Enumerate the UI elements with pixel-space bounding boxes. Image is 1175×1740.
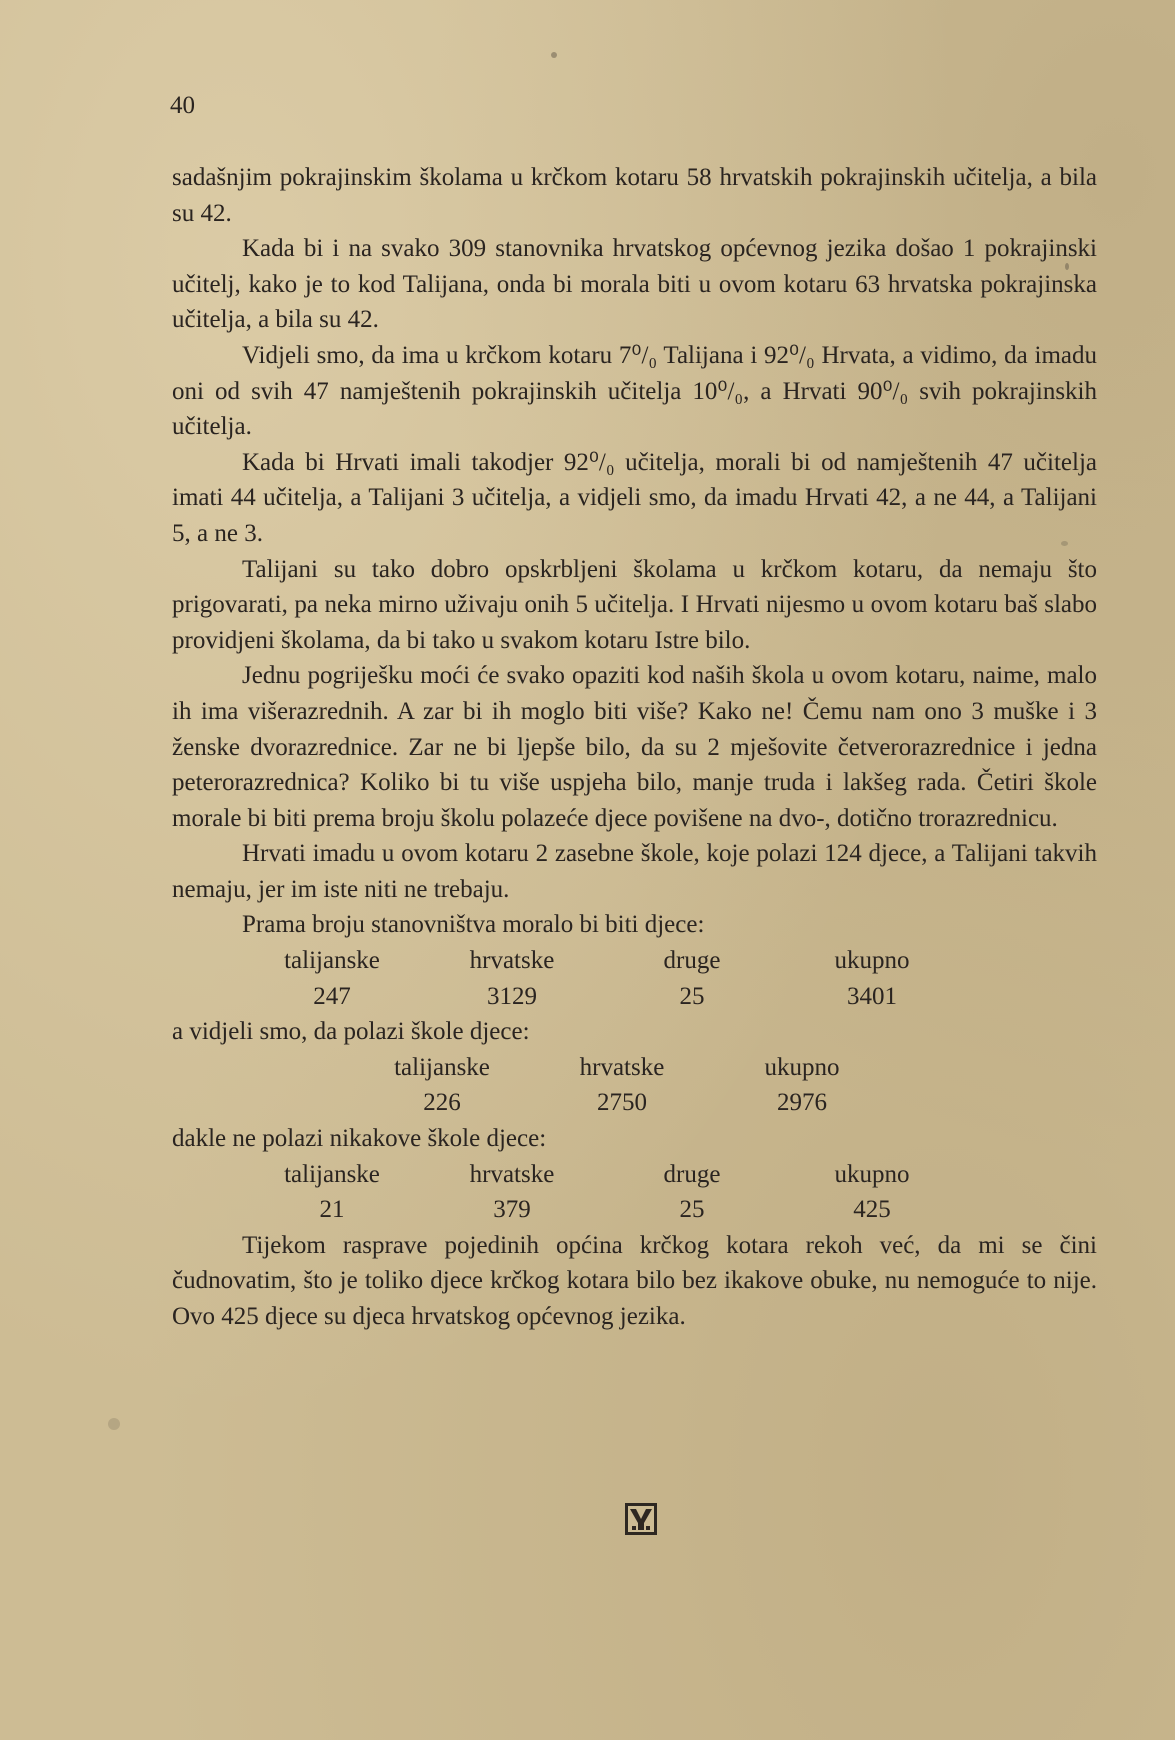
table3-header-cell: hrvatske [469,1160,555,1188]
table2-value-row [172,1085,1097,1121]
paragraph-4: Kada bi Hrvati imali takodjer 92⁰/₀ učitelja, morali bi od namještenih 47 učitelja imati 44 učitelja, a Talijani 3 učitelja, a vidjeli smo, da imadu Hrvati 42, a ne 44, a Talijani 5, a ne 3. [172,448,1097,547]
table3-header-cell: ukupno [834,1160,910,1188]
paragraph-5: Talijani su tako dobro opskrbljeni školama u krčkom kotaru, da nemaju što prigovarati, pa neka mirno uživaju onih 5 učitelja. I Hrvati nijesmo u ovom kotaru baš slabo providjeni školama, da bi tako u svakom kotaru Istre bilo. [172,555,1097,654]
closing-paragraph: Tijekom rasprave pojedinih općina krčkog kotara rekoh već, da mi se čini čudnovatim, što je toliko djece krčkog kotara bilo bez ikakove obuke, nu nemoguće to nije. Ovo 425 djece su djeca hrvatskog općevnog jezika. [172,1231,1097,1330]
table3-value-cell: 21 [319,1196,345,1224]
table1-header-cell: hrvatske [469,947,555,975]
table3-value-cell: 425 [853,1196,891,1224]
table2-value-cell: 2750 [597,1089,647,1117]
page-number: 40 [170,92,195,119]
table1-value-cell: 3401 [847,982,897,1010]
table2-intro: a vidjeli smo, da polazi škole djece: [172,1018,530,1046]
table1-value-row [172,979,1097,1015]
printer-mark-icon [624,1502,658,1536]
table3-intro: dakle ne polazi nikakove škole djece: [172,1125,547,1153]
paragraph-2: Kada bi i na svako 309 stanovnika hrvatskog općevnog jezika došao 1 pokrajinski učitelj, kako je to kod Talijana, onda bi morala biti u ovom kotaru 63 hrvatska pokrajinska učitelja, a bila su 42. [172,235,1097,334]
table2-value-cell: 2976 [777,1089,827,1117]
table1-intro: Prama broju stanovništva moralo bi biti djece: [242,911,705,939]
table2-header-cell: ukupno [764,1053,840,1081]
paragraph-7: Hrvati imadu u ovom kotaru 2 zasebne škole, koje polazi 124 djece, a Talijani takvih nemaju, jer im iste niti ne trebaju. [172,840,1097,903]
table2-header-cell: hrvatske [579,1053,665,1081]
paragraph-1: sadašnjim pokrajinskim školama u krčkom kotaru 58 hrvatskih pokrajinskih učitelja, a bila su 42. [172,164,1097,227]
table1-value-cell: 3129 [487,982,537,1010]
table1-header-cell: druge [663,947,721,975]
table3-value-cell: 25 [679,1196,705,1224]
table3-value-row [172,1192,1097,1228]
table1-header-cell: talijanske [284,947,380,975]
table3-value-cell: 379 [493,1196,531,1224]
table1-value-cell: 247 [313,982,351,1010]
table3-header-cell: druge [663,1160,721,1188]
table1-value-cell: 25 [679,982,705,1010]
table3-header-cell: talijanske [284,1160,380,1188]
table2-header-row [172,1050,1097,1086]
table1-header-cell: ukupno [834,947,910,975]
paragraph-6: Jednu pogriješku moći će svako opaziti kod naših škola u ovom kotaru, naime, malo ih ima višerazrednih. A zar bi ih moglo biti više? Kako ne! Čemu nam ono 3 muške i 3 ženske dvorazrednice. Zar ne bi ljepše bilo, da su 2 mješovite četverorazrednice i jedna peterorazrednica? Koliko bi tu više uspjeha bilo, manje truda i lakšeg rada. Četiri škole morale bi biti prema broju školu polazeće djece povišene na dvo-, dotično trorazrednicu. [172,662,1097,832]
table2-header-cell: talijanske [394,1053,490,1081]
table1-header-row [172,943,1097,979]
table3-header-row [172,1157,1097,1193]
page-body [172,160,1097,1335]
paper-stain [108,1418,120,1430]
table2-value-cell: 226 [423,1089,461,1117]
ink-speck [551,52,557,58]
paragraph-3: Vidjeli smo, da ima u krčkom kotaru 7⁰/₀ Talijana i 92⁰/₀ Hrvata, a vidimo, da imadu oni od svih 47 namještenih pokrajinskih učitelja 10⁰/₀, a Hrvati 90⁰/₀ svih pokrajinskih učitelja. [172,341,1097,441]
